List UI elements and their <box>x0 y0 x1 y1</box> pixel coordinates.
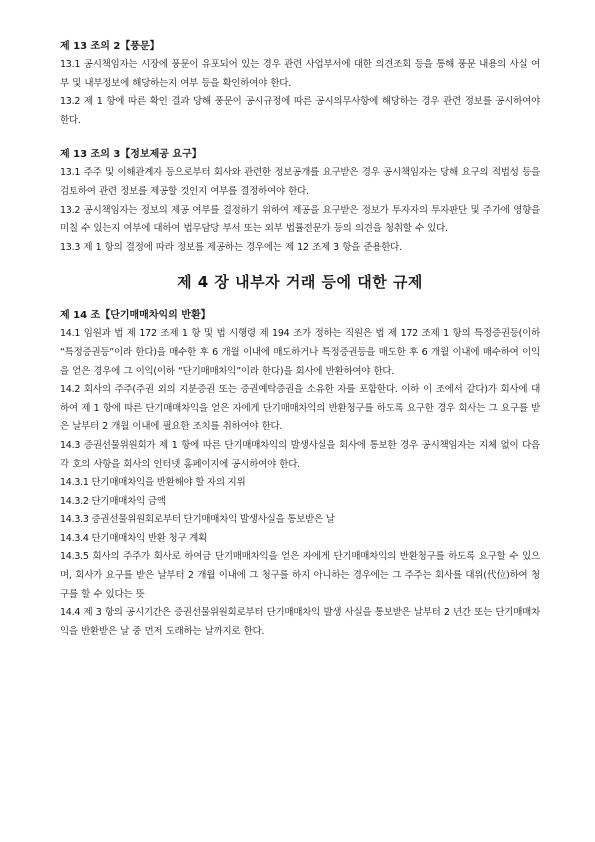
paragraph-14-1: 14.1 임원과 법 제 172 조제 1 항 및 법 시행령 제 194 조가 정하는 직원은 법 제 172 조제 1 항의 특정증권등(이하 “특정증권등”이라 한다)을 매수한 후 6 개월 이내에 매도하거나 특정증권등을 매도한 후 6 개월 이내에 매수하여 이익을 얻은 경우에 그 이익(이하 “단기매매차익”이라 한다)을 회사에 반환하여야 한다. <box>60 328 540 377</box>
document-page <box>60 38 540 641</box>
chapter-title: 제 4 장 내부자 거래 등에 대한 규제 <box>177 273 423 292</box>
list-item: 14.3.3 증권선물위원회로부터 단기매매차익 발생사실을 통보받은 날 <box>60 514 335 526</box>
paragraph-13-3-3: 13.3 제 1 항의 결정에 따라 정보를 제공하는 경우에는 제 12 조제 3 항을 준용한다. <box>60 241 402 253</box>
paragraph-14-3-5: 14.3.5 회사의 주주가 회사로 하여금 단기매매차익을 얻은 자에게 단기매매차익의 반환청구를 하도록 요구할 수 있으며, 회사가 요구를 받은 날부터 2 개월 이내에 그 청구를 하지 아니하는 경우에는 그 주주는 회사를 대위(代位)하여 청구를 할 수 있다는 뜻 <box>60 551 540 600</box>
paragraph-13-2-1: 13.1 공시책임자는 시장에 풍문이 유포되어 있는 경우 관련 사업부서에 대한 의견조회 등을 통해 풍문 내용의 사실 여부 및 내부정보에 해당하는지 여부 등을 확인하여야 한다. <box>60 59 540 89</box>
paragraph-13-2-2: 13.2 제 1 항에 따른 확인 결과 당해 풍문이 공시규정에 따른 공시의무사항에 해당하는 경우 관련 정보를 공시하여야 한다. <box>60 96 540 126</box>
list-item: 14.3.1 단기매매차익을 반환해야 할 자의 지위 <box>60 477 246 489</box>
section-spacer <box>60 130 540 146</box>
paragraph-13-3-1: 13.1 주주 및 이해관계자 등으로부터 회사와 관련한 정보공개를 요구받은 경우 공시책임자는 당해 요구의 적법성 등을 검토하여 관련 정보를 제공할 것인지 여부를 결정하여야 한다. <box>60 167 540 197</box>
section-heading-13-3: 제 13 조의 3【정보제공 요구】 <box>60 149 202 161</box>
list-item: 14.3.2 단기매매차익 금액 <box>60 495 166 507</box>
section-heading-13-2: 제 13 조의 2【풍문】 <box>60 41 160 52</box>
paragraph-14-2: 14.2 회사의 주주(주권 외의 지분증권 또는 증권예탁증권을 소유한 자를 포함한다. 이하 이 조에서 같다)가 회사에 대하여 제 1 항에 따른 단기매매차익을 얻은 자에게 단기매매차익의 반환청구를 하도록 요구한 경우 회사는 그 요구를 받은 날부터 2 개월 이내에 필요한 조치를 취하여야 한다. <box>60 384 540 433</box>
paragraph-14-4: 14.4 제 3 항의 공시기간은 증권선물위원회로부터 단기매매차익 발생 사실을 통보받은 날부터 2 년간 또는 단기매매차익을 반환받은 날 중 먼저 도래하는 날까지로 한다. <box>60 607 540 637</box>
paragraph-14-3: 14.3 증권선물위원회가 제 1 항에 따른 단기매매차익의 발생사실을 회사에 통보한 경우 공시책임자는 지체 없이 다음 각 호의 사항을 회사의 인터넷 홈페이지에 공시하여야 한다. <box>60 439 540 470</box>
list-item: 14.3.4 단기매매차익 반환 청구 계획 <box>60 532 207 544</box>
section-heading-14: 제 14 조【단기매매차익의 반환】 <box>60 310 211 322</box>
paragraph-13-3-2: 13.2 공시책임자는 정보의 제공 여부를 결정하기 위하여 제공을 요구받은 정보가 투자자의 투자판단 및 주가에 영향을 미칠 수 있는지 여부에 대하여 법무담당 부서 또는 외부 법률전문가 등의 의견을 청취할 수 있다. <box>60 204 540 235</box>
